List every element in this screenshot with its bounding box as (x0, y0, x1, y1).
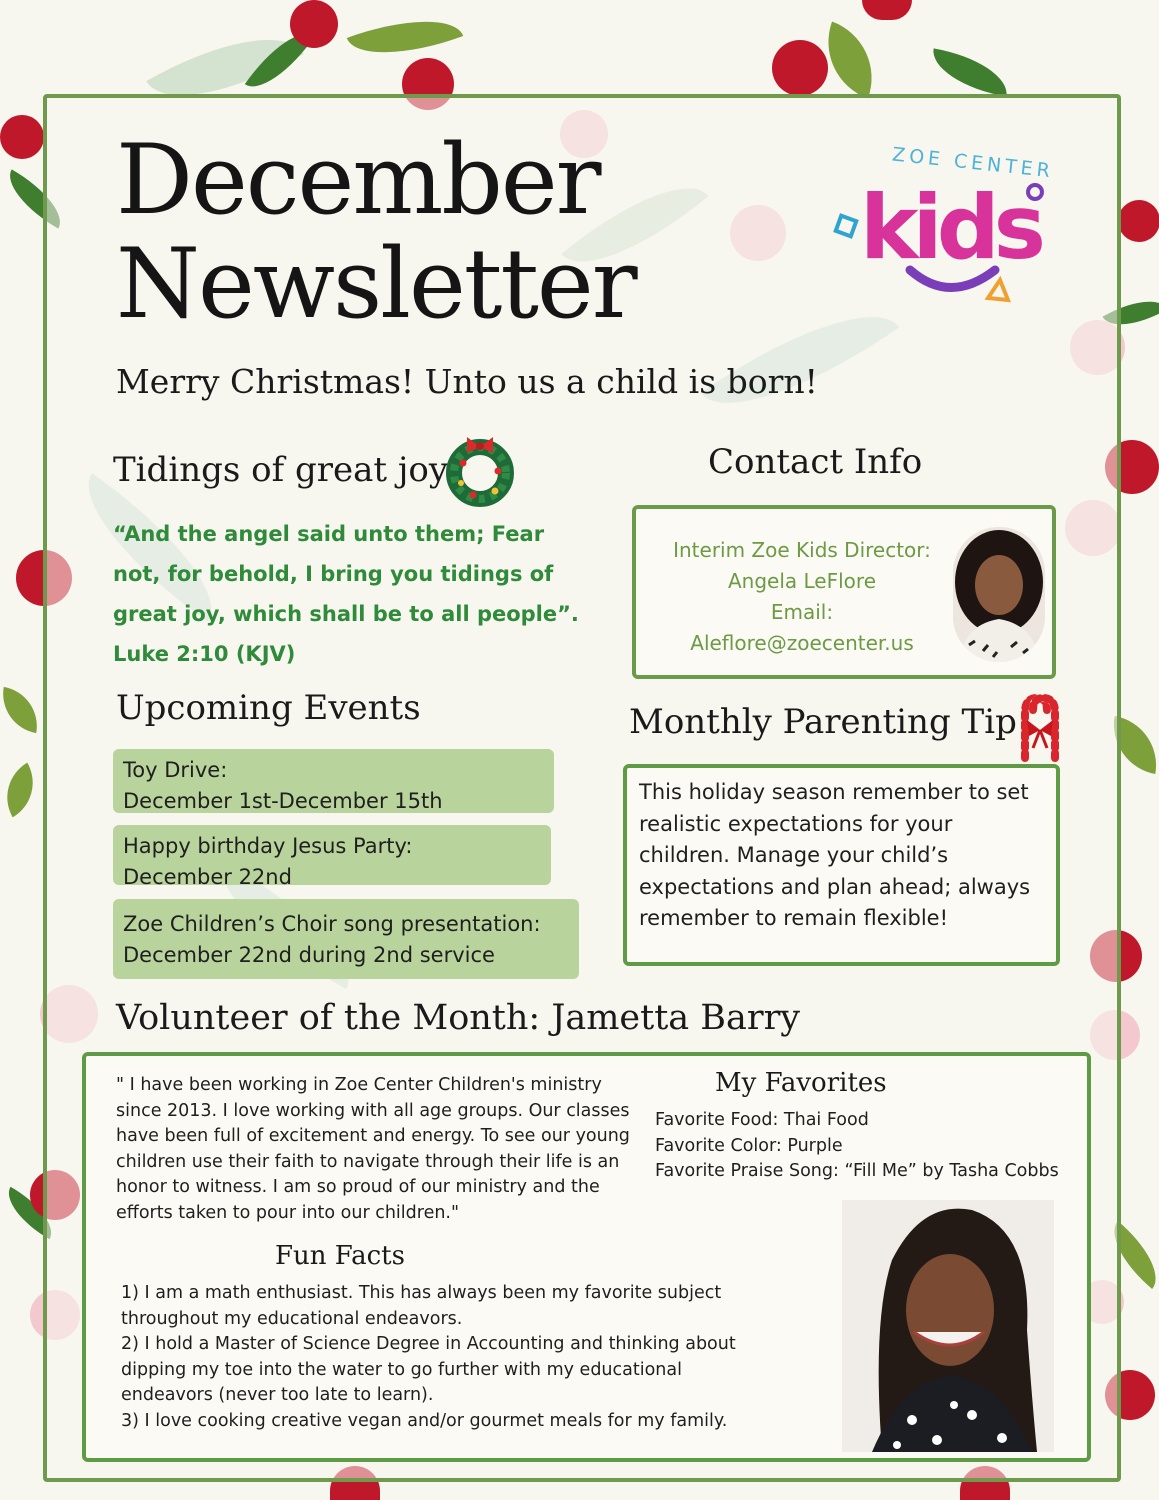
logo-top-text: ZOE CENTER (891, 143, 1055, 183)
favorites-list (655, 1108, 1059, 1185)
event-title: Happy birthday Jesus Party: (123, 834, 413, 858)
scripture-quote (113, 514, 583, 674)
subtitle: Merry Christmas! Unto us a child is born! (116, 362, 818, 401)
title-line-1: December (116, 124, 600, 236)
scripture-reference: Luke 2:10 (KJV) (113, 642, 296, 666)
logo-wordmark: kids (860, 176, 1041, 279)
fun-fact-item: 2) I hold a Master of Science Degree in Accounting and thinking about dipping my toe into the water to go further with my educational endeavors (never too late to learn). (121, 1334, 736, 1406)
parenting-tip-card (623, 764, 1060, 966)
event-date: December 1st-December 15th (123, 789, 443, 813)
favorite-color: Favorite Color: Purple (655, 1135, 843, 1156)
favorite-song: Favorite Praise Song: “Fill Me” by Tasha Cobbs (655, 1161, 1059, 1182)
contact-email-label: Email: (770, 600, 834, 624)
parenting-tip-heading: Monthly Parenting Tip (629, 702, 1017, 742)
contact-email[interactable]: Aleflore@zoecenter.us (690, 631, 914, 655)
event-title: Zoe Children’s Choir song presentation: (123, 912, 541, 936)
tidings-heading (113, 450, 448, 490)
fun-facts-heading: Fun Facts (275, 1241, 405, 1271)
wreath-icon (443, 433, 517, 507)
contact-role: Interim Zoe Kids Director: (673, 538, 931, 562)
contact-card (632, 505, 1056, 679)
event-item (113, 825, 551, 889)
contact-name: Angela LeFlore (727, 569, 876, 593)
director-photo (953, 527, 1045, 662)
contact-heading: Contact Info (708, 442, 923, 482)
events-heading: Upcoming Events (116, 688, 421, 728)
favorites-heading: My Favorites (715, 1068, 887, 1098)
fun-fact-item: 3) I love cooking creative vegan and/or gourmet meals for my family. (121, 1410, 728, 1431)
favorite-food: Favorite Food: Thai Food (655, 1110, 869, 1130)
fun-fact-item: 1) I am a math enthusiast. This has always been my favorite subject throughout my educational endeavors. (121, 1283, 722, 1329)
event-title: Toy Drive: (123, 758, 228, 782)
tidings-heading-text: Tidings of great joy (113, 450, 449, 490)
volunteer-photo (842, 1200, 1054, 1452)
event-date: December 22nd (123, 865, 292, 889)
volunteer-heading: Volunteer of the Month: Jametta Barry (116, 998, 801, 1038)
title-line-2: Newsletter (116, 228, 636, 340)
event-item (113, 749, 554, 813)
fun-facts-list (121, 1281, 761, 1435)
event-item (113, 899, 579, 979)
contact-details (652, 535, 952, 659)
candy-cane-icon (1007, 690, 1073, 762)
parenting-tip-text: This holiday season remember to set realistic expectations for your children. Manage your child’s expectations and plan ahead; always remember to remain flexible! (639, 780, 1031, 930)
zoe-center-kids-logo (830, 140, 1060, 310)
newsletter-title (116, 124, 636, 340)
scripture-text: “And the angel said unto them; Fear not, for behold, I bring you tidings of great joy, which shall be to all people”. (113, 522, 579, 626)
volunteer-quote: " I have been working in Zoe Center Children's ministry since 2013. I love working with all age groups. Our classes have been full of excitement and energy. To see our young children use their faith to navigate through their life is an honor to witness. I am so proud of our ministry and the efforts taken to pour into our children." (116, 1075, 630, 1223)
event-date: December 22nd during 2nd service (123, 943, 495, 967)
